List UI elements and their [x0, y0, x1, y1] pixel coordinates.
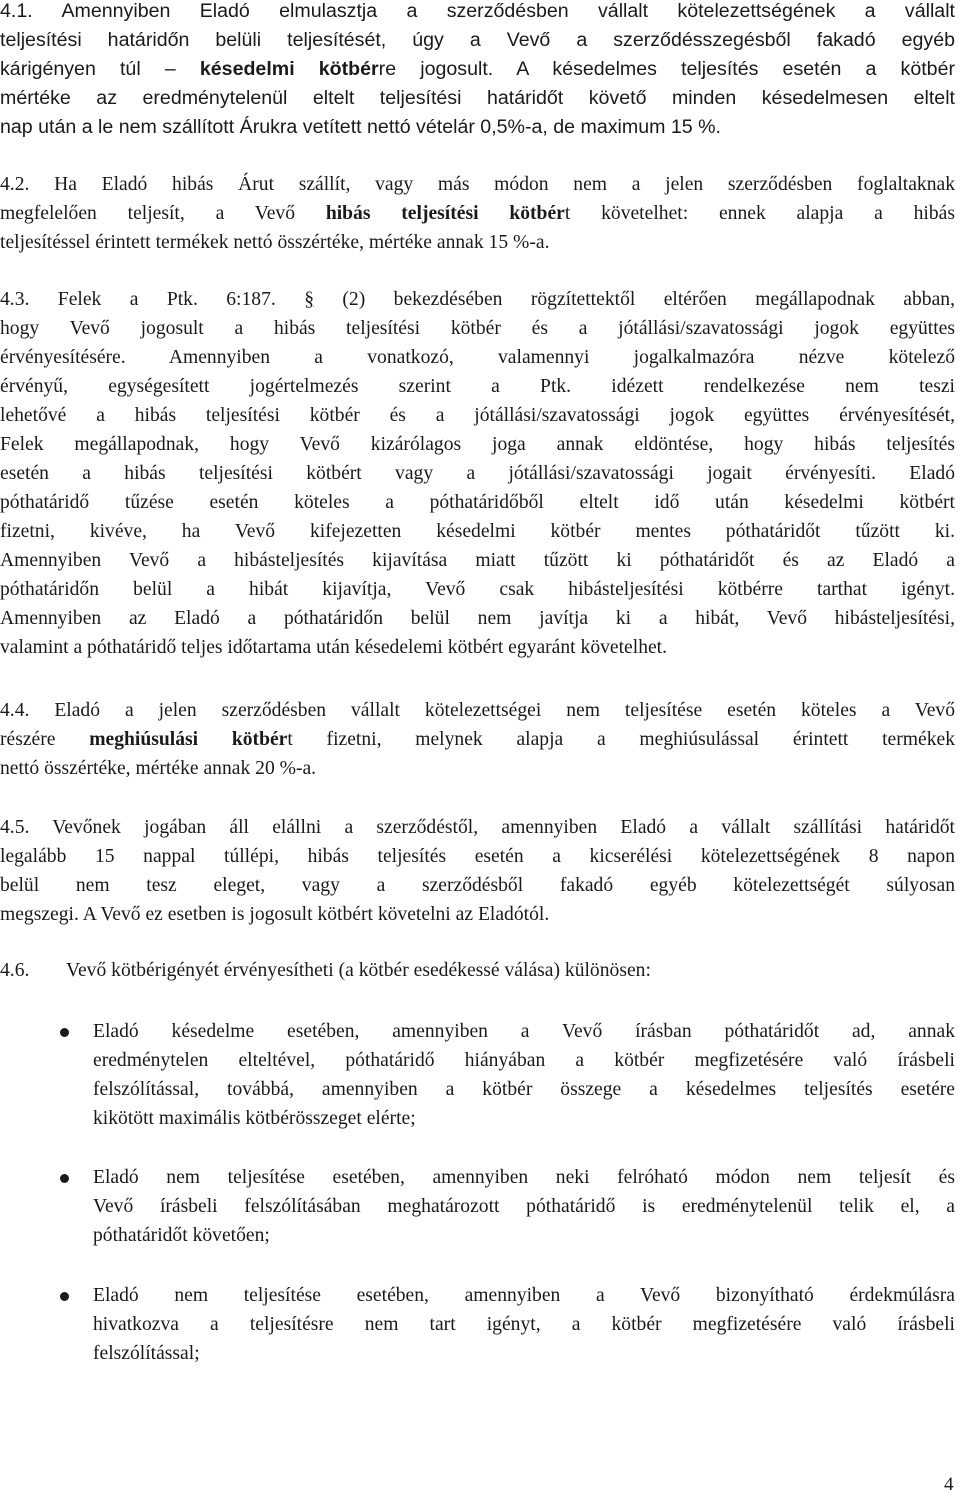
section-4-1-line-3: kárigényen túl – késedelmi kötbérre jogosult. A késedelmes teljesítés esetén a kötbér: [0, 58, 956, 80]
section-4-1: [0, 0, 955, 142]
section-4-3-line-1: 4.3. Felek a Ptk. 6:187. § (2) bekezdésében rögzítettektől eltérően megállapodnak abban,: [0, 289, 955, 310]
bullet-icon: [60, 1292, 69, 1301]
section-4-5-line: belül nem tesz eleget, vagy a szerződésből fakadó egyéb kötelezettségét súlyosan: [0, 875, 955, 896]
section-4-3-line: hogy Vevő jogosult a hibás teljesítési kötbér és a jótállási/szavatossági jogok együttes: [0, 318, 955, 339]
section-4-2-line-3: teljesítéssel érintett termékek nettó összértéke, mértéke annak 15 %-a.: [0, 232, 550, 253]
section-4-2: [0, 170, 955, 257]
section-sign: §: [304, 289, 314, 310]
section-4-3-line: lehetővé a hibás teljesítési kötbér és a jótállási/szavatossági jogok együttes érvényesítését,: [0, 405, 955, 426]
late-penalty-term: késedelmi kötbér: [199, 58, 379, 80]
section-4-4: [0, 696, 955, 783]
section-4-3-line: Felek megállapodnak, hogy Vevő kizárólagos joga annak eldöntése, hogy hibás teljesítés: [0, 434, 955, 455]
section-4-3-line: érvényesítésére. Amennyiben a vonatkozó, valamennyi jogalkalmazóra nézve kötelező: [0, 347, 955, 368]
section-4-5: [0, 813, 955, 929]
section-4-3-line: érvényű, egységesített jogértelmezés szerint a Ptk. idézett rendelkezése nem teszi: [0, 376, 955, 397]
section-4-3-line: fizetni, kivéve, ha Vevő kifejezetten késedelmi kötbér mentes póthatáridőt tűzött ki.: [0, 521, 955, 542]
list-item-text: Eladó késedelme esetében, amennyiben a Vevő írásban póthatáridőt ad, annak eredménytelen elteltével, póthatáridő hiányában a kötbér megfizetésére való írásbeli felszólítással, továbbá, amennyiben a kötbér összege a késedelmes teljesítés esetére kikötött maximális kötbérösszeget elérte;: [93, 1021, 955, 1129]
list-item-text: Eladó nem teljesítése esetében, amennyiben a Vevő bizonyítható érdekmúlásra hivatkozva a teljesítésre nem tart igényt, a kötbér megfizetésére való írásbeli felszólítással;: [93, 1285, 955, 1364]
bullet-icon: [60, 1028, 69, 1037]
section-4-3: [0, 285, 955, 662]
section-4-1-line-1: 4.1. Amennyiben Eladó elmulasztja a szerződésben vállalt kötelezettségének a vállalt: [0, 0, 955, 22]
section-4-2-line-1: 4.2. Ha Eladó hibás Árut szállít, vagy más módon nem a jelen szerződésben foglaltaknak: [0, 174, 955, 195]
section-4-4-line-1: 4.4. Eladó a jelen szerződésben vállalt kötelezettségei nem teljesítése esetén köteles a Vevő: [0, 700, 955, 721]
defective-performance-penalty-term: hibás teljesítési kötbér: [325, 203, 565, 224]
section-4-6-line: 4.6. Vevő kötbérigényét érvényesítheti (a kötbér esedékessé válása) különösen:: [0, 956, 955, 985]
list-item-text: Eladó nem teljesítése esetében, amennyiben neki felróható módon nem teljesít és Vevő írásbeli felszólításában meghatározott póthatáridő is eredménytelenül telik el, a póthatáridőt követően;: [93, 1167, 955, 1246]
section-4-4-line-2: részére meghiúsulási kötbért fizetni, melynek alapja a meghiúsulással érintett termékek: [0, 729, 955, 750]
section-4-3-line: Amennyiben Vevő a hibásteljesítés kijavítása miatt tűzött ki póthatáridőt és az Eladó a: [0, 550, 955, 571]
section-4-1-line-5: nap után a le nem szállított Árukra vetített nettó vételár 0,5%-a, de maximum 15 %.: [0, 116, 721, 138]
section-4-4-line-3: nettó összértéke, mértéke annak 20 %-a.: [0, 758, 317, 779]
section-4-5-line: legalább 15 nappal túllépi, hibás teljesítés esetén a kicserélési kötelezettségének 8 napon: [0, 846, 955, 867]
frustration-penalty-term: meghiúsulási kötbér: [89, 729, 288, 750]
section-4-3-line: póthatáridőn belül a hibát kijavítja, Vevő csak hibásteljesítési kötbérre tarthat igényt.: [0, 579, 955, 600]
section-4-5-line: megszegi. A Vevő ez esetben is jogosult kötbért követelni az Eladótól.: [0, 904, 550, 925]
section-4-1-line-4: mértéke az eredménytelenül eltelt teljesítési határidőt követő minden késedelmesen eltelt: [0, 87, 955, 109]
section-4-6-number: 4.6.: [0, 960, 30, 981]
section-4-5-line: 4.5. Vevőnek jogában áll elállni a szerződéstől, amennyiben Eladó a vállalt szállítási határidőt: [0, 817, 955, 838]
section-4-3-line: valamint a póthatáridő teljes időtartama után késedelemi kötbért egyaránt követelhet.: [0, 637, 668, 658]
page-number: 4: [944, 1474, 954, 1495]
section-4-1-line-2: teljesítési határidőn belüli teljesítését, úgy a Vevő a szerződésszegésből fakadó egyéb: [0, 29, 955, 51]
section-4-1-number: 4.1.: [0, 0, 33, 22]
section-4-3-line: esetén a hibás teljesítési kötbért vagy a jótállási/szavatossági jogait érvényesíti. Eladó: [0, 463, 955, 484]
section-4-2-line-2: megfelelően teljesít, a Vevő hibás teljesítési kötbért követelhet: ennek alapja a hibás: [0, 203, 955, 224]
section-4-3-line: póthatáridő tűzése esetén köteles a póthatáridőből eltelt idő után késedelmi kötbért: [0, 492, 955, 513]
bullet-icon: [60, 1174, 69, 1183]
section-4-6: [0, 956, 955, 985]
section-4-3-line: Amennyiben az Eladó a póthatáridőn belül nem javítja ki a hibát, Vevő hibásteljesítési,: [0, 608, 955, 629]
